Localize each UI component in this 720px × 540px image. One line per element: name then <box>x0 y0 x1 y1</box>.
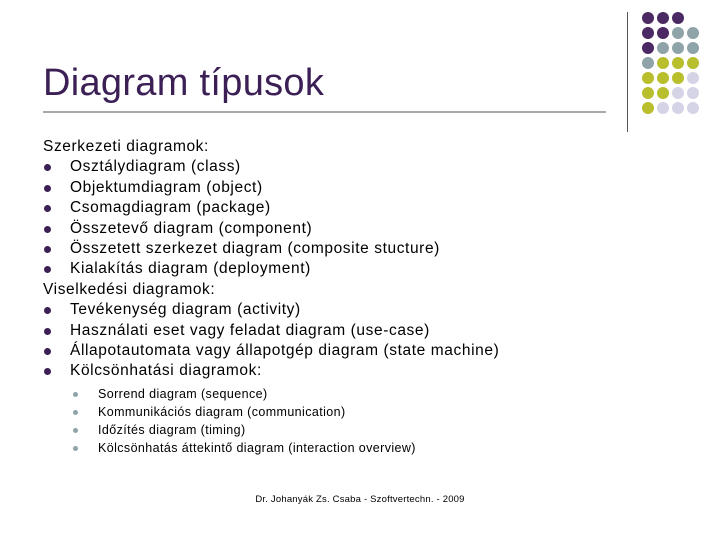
decorative-dot <box>642 102 654 114</box>
sub-item-text: Kölcsönhatás áttekintő diagram (interaction overview) <box>98 440 416 455</box>
sub-item <box>43 403 683 421</box>
decorative-dot <box>657 12 669 24</box>
decorative-dot <box>642 87 654 99</box>
content-item <box>43 300 683 320</box>
decorative-dot <box>672 27 684 39</box>
bullet-icon <box>44 328 51 335</box>
item-text: Összetett szerkezet diagram (composite stucture) <box>70 239 440 257</box>
sub-list <box>43 385 683 457</box>
sub-bullet-icon <box>73 428 78 433</box>
decorative-dot <box>672 42 684 54</box>
item-text: Osztálydiagram (class) <box>70 158 241 176</box>
decorative-dot <box>687 42 699 54</box>
slide-footer: Dr. Johanyák Zs. Csaba - Szoftvertechn. - 2009 <box>255 494 465 505</box>
bullet-icon <box>44 164 51 171</box>
slide-title: Diagram típusok <box>43 62 325 104</box>
bullet-icon <box>44 185 51 192</box>
decorative-dot <box>672 12 684 24</box>
decorative-dot <box>672 57 684 69</box>
bullet-icon <box>44 368 51 375</box>
content-item <box>43 321 683 341</box>
decorative-dot <box>687 102 699 114</box>
decorative-dot <box>672 87 684 99</box>
content-item <box>43 239 683 259</box>
decorative-dot <box>657 42 669 54</box>
item-text: Tevékenység diagram (activity) <box>70 301 301 319</box>
decorative-dot <box>687 72 699 84</box>
sub-item-text: Sorrend diagram (sequence) <box>98 386 268 401</box>
content-item <box>43 219 683 239</box>
item-text: Állapotautomata vagy állapotgép diagram (state machine) <box>70 341 500 359</box>
content-line-0: Szerkezeti diagramok: <box>43 138 209 155</box>
content-line-7: Viselkedési diagramok: <box>43 280 216 298</box>
bullet-icon <box>44 246 51 253</box>
item-text: Kialakítás diagram (deployment) <box>70 260 311 278</box>
content-item <box>43 361 683 381</box>
title-underline <box>43 111 606 113</box>
bullet-icon <box>44 348 51 355</box>
bullet-icon <box>44 266 51 273</box>
decorative-vertical-line <box>627 12 628 132</box>
decorative-dot <box>687 27 699 39</box>
content-item <box>43 198 683 218</box>
decorative-dot <box>687 87 699 99</box>
content-item <box>43 157 683 177</box>
decorative-dot <box>672 72 684 84</box>
decorative-dot <box>642 57 654 69</box>
slide-content <box>43 137 683 457</box>
sub-item <box>43 421 683 439</box>
decorative-dot <box>657 27 669 39</box>
item-text: Objektumdiagram (object) <box>70 178 263 196</box>
sub-item <box>43 439 683 457</box>
item-text: Használati eset vagy feladat diagram (use-case) <box>70 321 430 339</box>
decorative-dot <box>642 12 654 24</box>
decorative-dot <box>642 42 654 54</box>
decorative-dot <box>672 102 684 114</box>
decorative-dot <box>657 102 669 114</box>
content-item <box>43 178 683 198</box>
decorative-dot <box>657 87 669 99</box>
bullet-icon <box>44 307 51 314</box>
sub-item-text: Időzítés diagram (timing) <box>98 422 246 437</box>
item-text: Csomagdiagram (package) <box>70 199 271 217</box>
item-text: Kölcsönhatási diagramok: <box>70 362 262 380</box>
item-text: Összetevő diagram (component) <box>70 219 313 237</box>
decorative-dot <box>642 27 654 39</box>
sub-bullet-icon <box>73 392 78 397</box>
sub-item <box>43 385 683 403</box>
sub-bullet-icon <box>73 446 78 451</box>
decorative-dot <box>657 72 669 84</box>
sub-item-text: Kommunikációs diagram (communication) <box>98 404 346 419</box>
sub-bullet-icon <box>73 410 78 415</box>
decorative-dot <box>642 72 654 84</box>
bullet-icon <box>44 226 51 233</box>
content-item <box>43 341 683 361</box>
bullet-icon <box>44 205 51 212</box>
decorative-dot <box>687 57 699 69</box>
decorative-dot <box>657 57 669 69</box>
content-item <box>43 259 683 279</box>
